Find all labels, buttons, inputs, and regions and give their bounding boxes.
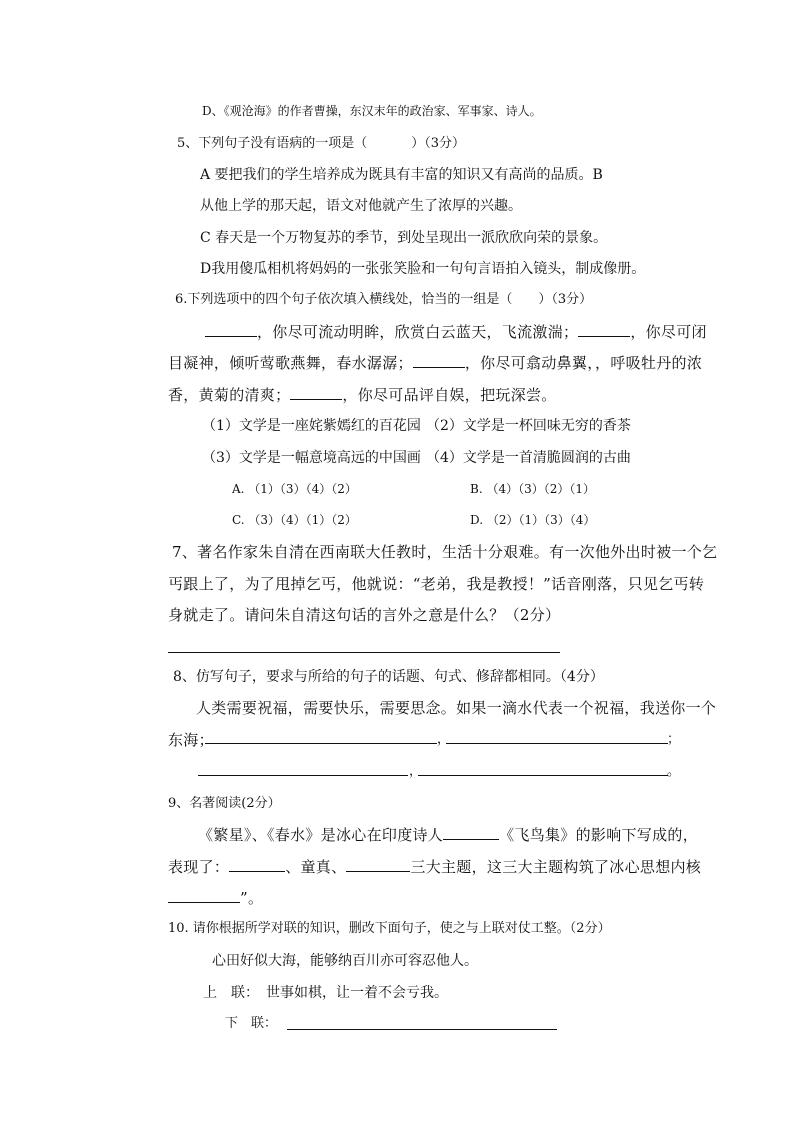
q8-answer-line-2[interactable] [446, 743, 668, 744]
q9-blank-poet[interactable] [443, 827, 499, 840]
q6-passage-line-1 [205, 324, 707, 340]
q10-answer-line[interactable] [287, 1029, 557, 1030]
q5-option-c: C 春天是一个万物复苏的季节，到处呈现出一派欣欣向荣的景象。 [200, 230, 608, 246]
q6-blank-1[interactable] [205, 324, 257, 337]
q8-stem: 8、仿写句子，要求与所给的句子的话题、句式、修辞都相同。（4分） [173, 669, 604, 685]
q8-period: 。 [667, 764, 681, 779]
q10-sentence: 心田好似大海，能够纳百川亦可容忍他人。 [212, 953, 478, 969]
q9-blank-core[interactable] [168, 890, 240, 903]
q9-text: 、童真、 [285, 858, 347, 876]
q6-choice-b[interactable]: B. （4）（3）（2）（1） [470, 482, 595, 496]
q7-line-2: 丐跟上了，为了甩掉乞丐，他就说：“老弟，我是教授！”话音刚落，只见乞丐转 [168, 575, 705, 593]
q9-blank-theme-2[interactable] [346, 859, 410, 872]
q7-answer-line[interactable] [168, 652, 560, 653]
q8-comma-2: ， [409, 764, 423, 779]
q5-stem-end: ）（3分） [411, 136, 466, 151]
q5-stem [177, 137, 465, 150]
q10-stem: 10. 请你根据所学对联的知识，删改下面句子，使之与上联对仗工整。（2分） [168, 921, 611, 936]
q7-line-3: 身就走了。请问朱自清这句话的言外之意是什么？（2分） [168, 606, 561, 624]
q7-line-1: 7、著名作家朱自清在西南联大任教时，生活十分艰难。有一次他外出时被一个乞 [172, 543, 718, 561]
q8-semicolon: ； [667, 732, 681, 747]
q6-passage-text: ，你尽可流动明眸，欣赏白云蓝天，飞流激湍； [257, 323, 579, 341]
q9-text: 表现了： [168, 858, 230, 876]
q6-choice-d[interactable]: D. （2）（1）（3）（4） [470, 513, 596, 527]
q9-line-2 [168, 859, 701, 875]
q6-item-1: （1）文学是一座姹紫嫣红的百花园 [202, 418, 421, 434]
q6-blank-2[interactable] [578, 324, 630, 337]
q6-choice-c[interactable]: C. （3）（4）（1）（2） [232, 513, 357, 527]
q10-upper-couplet: 上 联： 世事如棋，让一着不会亏我。 [203, 985, 448, 1001]
q10-lower-label: 下 联： [225, 1016, 278, 1031]
q6-item-2: （2）文学是一杯回味无穷的香茶 [426, 418, 631, 434]
q6-blank-3[interactable] [413, 355, 465, 368]
q8-example: 人类需要祝福，需要快乐，需要思念。如果一滴水代表一个祝福，我送你一个 [196, 699, 717, 717]
q6-choice-a[interactable]: A. （1）（3）（4）（2） [232, 482, 357, 496]
q6-blank-4[interactable] [290, 387, 342, 400]
q6-passage-text: ，你尽可闭 [630, 323, 707, 341]
q6-item-4: （4）文学是一首清脆圆润的古曲 [426, 450, 631, 466]
q6-passage-text: ，你尽可翕动鼻翼，，呼吸牡丹的浓 [464, 354, 703, 372]
q5-option-b: 从他上学的那天起，语文对他就产生了浓厚的兴趣。 [200, 198, 522, 214]
q5-option-a: A 要把我们的学生培养成为既具有丰富的知识又有高尚的品质。B [200, 167, 603, 183]
q9-text: ”。 [240, 889, 264, 907]
q9-stem: 9、名著阅读(2分） [168, 796, 281, 811]
q6-item-3: （3）文学是一幅意境高远的中国画 [202, 450, 421, 466]
q5-option-d: D我用傻瓜相机将妈妈的一张张笑脸和一句句言语拍入镜头，制成像册。 [200, 261, 646, 277]
q5-stem-start: 5、下列句子没有语病的一项是（ [177, 136, 368, 151]
q9-blank-theme-1[interactable] [229, 859, 285, 872]
q6-passage-text: 目凝神，倾听莺歌燕舞，春水潺潺； [168, 354, 413, 372]
q6-stem: 6.下列选项中的四个句子依次填入横线处，恰当的一组是（ ）（3分） [175, 292, 593, 307]
q6-passage-line-2 [168, 355, 702, 371]
q8-answer-line-4[interactable] [418, 775, 668, 776]
q8-comma-1: ， [437, 732, 451, 747]
q8-answer-line-3[interactable] [198, 775, 408, 776]
q6-passage-text: 香，黄菊的清爽； [168, 386, 291, 404]
q6-passage-line-3 [168, 387, 557, 403]
q8-line-2-start: 东海； [168, 731, 214, 749]
q9-text: 三大主题，这三大主题构筑了冰心思想内核 [410, 858, 702, 876]
q4-option-d: D、《观沧海》的作者曹操，东汉末年的政治家、军事家、诗人。 [202, 104, 542, 118]
q9-line-3 [168, 890, 263, 906]
q8-answer-line-1[interactable] [205, 743, 437, 744]
q9-line-1 [198, 827, 698, 843]
q9-text: 《繁星》、《春水》是冰心在印度诗人 [198, 826, 444, 844]
q6-passage-text: ，你尽可品评自娱，把玩深尝。 [342, 386, 557, 404]
q9-text: 《飞鸟集》的影响下写成的， [499, 826, 699, 844]
